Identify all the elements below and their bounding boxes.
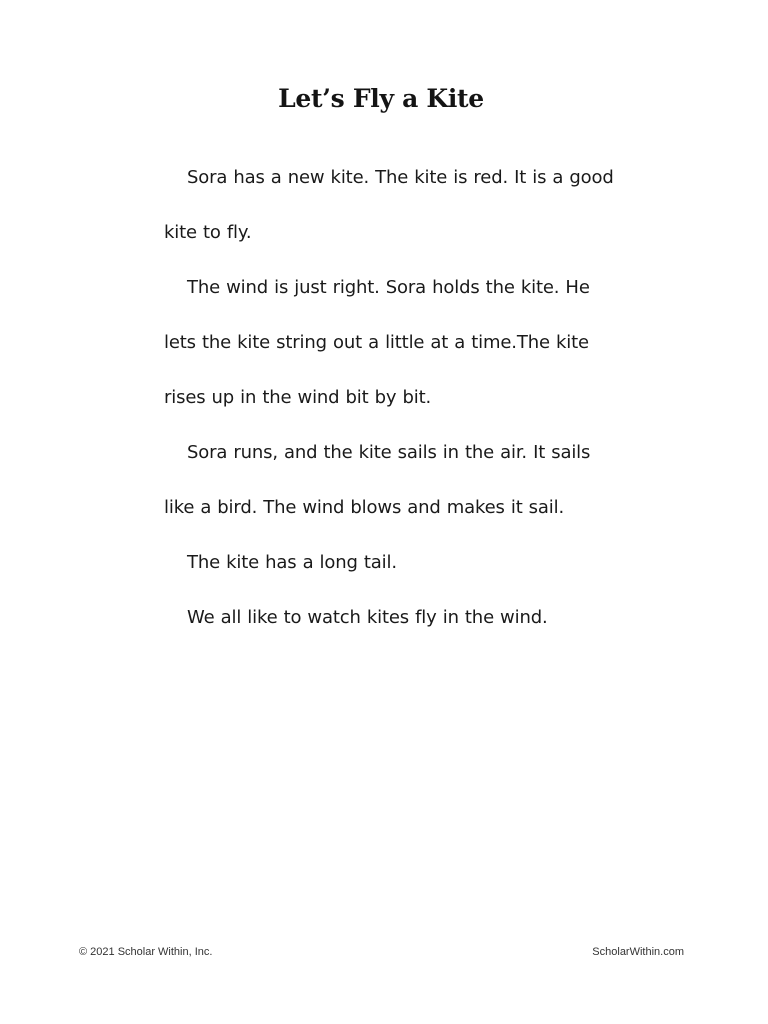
footer-website-link[interactable]: ScholarWithin.com (592, 946, 684, 958)
story-paragraph: The wind is just right. Sora holds the kite. He lets the kite string out a little at a time.The kite rises up in the wind bit by bit. (164, 277, 590, 408)
story-paragraph: Sora runs, and the kite sails in the air. It sails like a bird. The wind blows and makes it sail. (164, 442, 591, 518)
story-paragraph: We all like to watch kites fly in the wind. (187, 607, 548, 628)
footer-copyright: © 2021 Scholar Within, Inc. (79, 946, 213, 958)
story-title: Let’s Fly a Kite (278, 84, 484, 113)
story-body (164, 150, 622, 645)
story-paragraph: The kite has a long tail. (187, 552, 397, 573)
story-paragraph: Sora has a new kite. The kite is red. It is a good kite to fly. (164, 167, 614, 243)
